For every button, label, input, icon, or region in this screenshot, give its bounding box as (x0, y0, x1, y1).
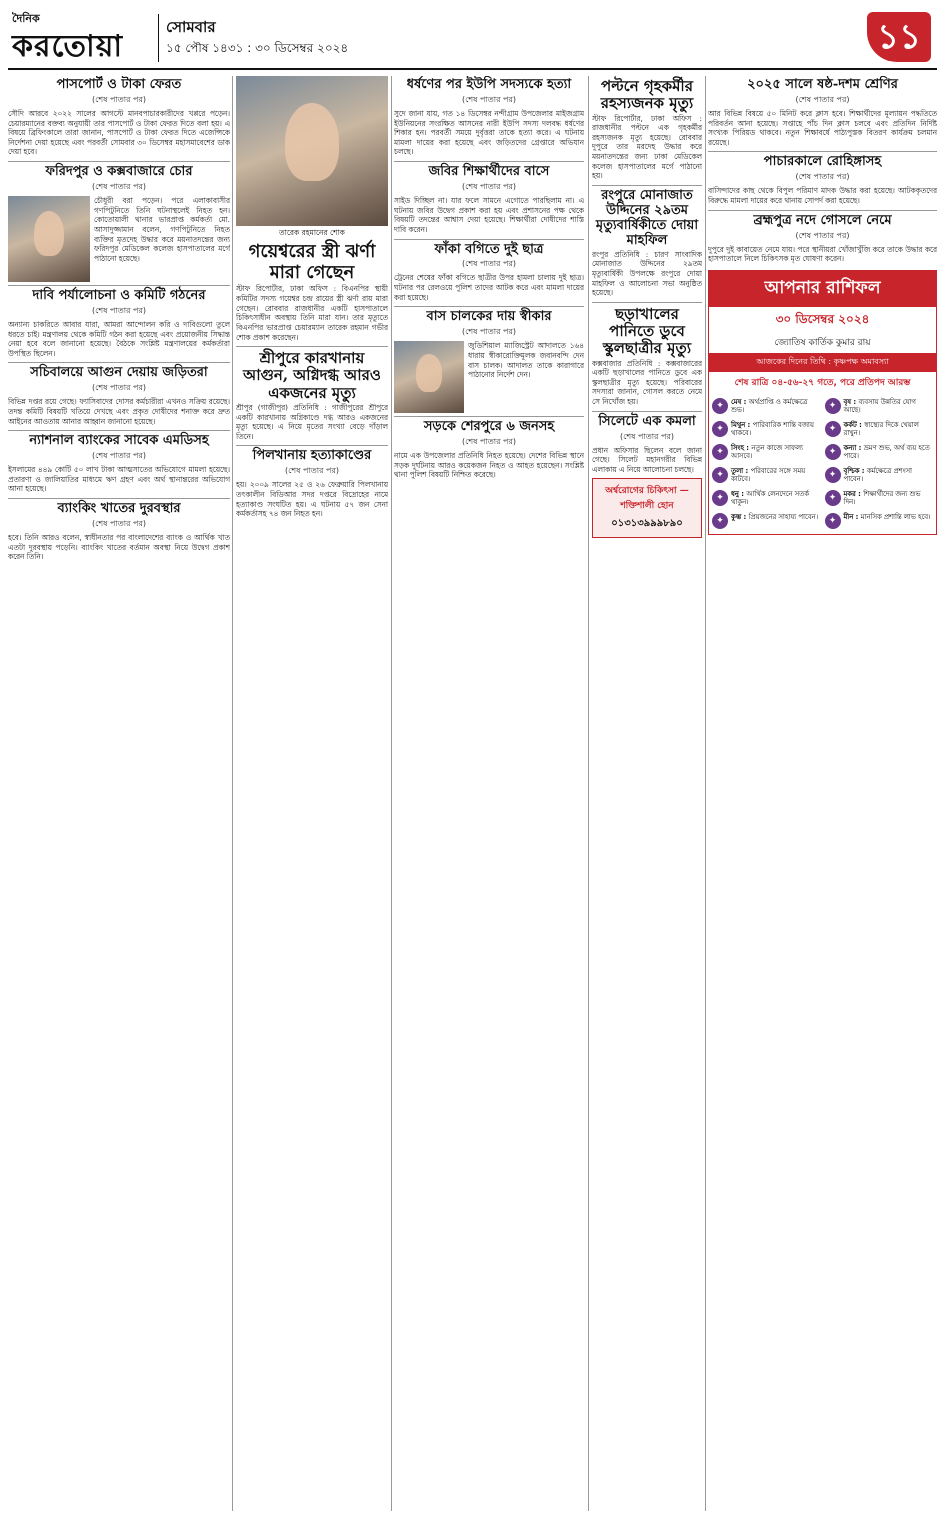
zodiac-sign-text: কুম্ভ : প্রিয়জনের সাহায্য পাবেন। (731, 512, 819, 521)
zodiac-sign-text: মীন : মানসিক প্রশান্তি লাভ হবে। (843, 512, 931, 521)
headline-jharna: গয়েশ্বরের স্ত্রী ঝর্ণা মারা গেছেন (248, 241, 376, 283)
headline-road-sherpur: সড়কে শেরপুরে ৬ জনসহ (423, 419, 555, 435)
ad-text: অর্শ্বরোগের চিকিৎসা — শক্তিশালী হোন (605, 486, 689, 512)
article-up-member-body: সুদে জানা যায়, গত ১৪ ডিসেম্বর নন্দীগ্রাম উপজেলার মাইজগ্রাম ইউনিয়নের সংরক্ষিত আসনের নারী ইউপি সদস্য দলবদ্ধ ধর্ষণের শিকার হন। পরবর্তী সময়ে দুর্বৃত্তরা তাকে হত্যা করে। এ ঘটনায় মামলা দায়ের করা হয়েছে এবং জড়িতদের গ্রেপ্তারে অভিযান চলছে। (394, 108, 584, 157)
zodiac-sign-item (712, 467, 821, 484)
column-rule (705, 76, 706, 1511)
photo-caption: তারেক রহমানের শোক (279, 228, 345, 237)
masthead-divider (158, 14, 159, 62)
divider (8, 362, 230, 363)
zodiac-icon: ✦ (712, 467, 728, 483)
headline-committee: দাবি পর্যালোচনা ও কমিটি গঠনের (32, 288, 206, 303)
divider (394, 306, 584, 307)
logo-prefix: দৈনিক (12, 12, 40, 25)
headline-paltan: পল্টনে গৃহকর্মীর রহস্যজনক মৃত্যু (600, 77, 694, 113)
zodiac-icon: ✦ (825, 513, 841, 529)
divider (592, 411, 702, 412)
article-national-bank-body: ইসলামের ৪৪৯ কোটি ৫০ লাখ টাকা আত্মসাতের অভিযোগে মামলা হয়েছে। প্রতারণা ও জালিয়াতির মাধ্যমে ঋণ গ্রহণ এবং অর্থ স্থানান্তরের অভিযোগ আনা হয়েছে। (8, 465, 230, 494)
driver-photo (394, 341, 464, 413)
article-jabi-body: সাইড দিচ্ছিল না। যার ফলে সামনে এগোতে পারছিলাম না। এ ঘটনায় জবির উদ্বেগ প্রকাশ করা হয় এবং প্রশাসনের পক্ষ থেকে বিষয়টি তদন্তের আশ্বাস দেয়া হয়েছে। শিক্ষার্থীরা দোষীদের শাস্তি দাবি করেন। (394, 196, 584, 234)
article-sylhet-body: প্রধান অফিসার ছিলেন বলে জানা গেছে। সিলেট মহানগরীর বিভিন্ন এলাকায় এ নিয়ে আলোচনা চলছে। (592, 445, 702, 474)
column-5 (708, 76, 937, 1511)
divider (236, 346, 388, 347)
column-rule (588, 76, 589, 1511)
publication-date: ১৫ পৌষ ১৪৩১ : ৩০ ডিসেম্বর ২০২৪ (166, 41, 349, 55)
zodiac-sign-item (712, 421, 821, 438)
zodiac-sign-text: মেষ : অর্থপ্রাপ্তি ও কর্মক্ষেত্রে শুভ। (731, 397, 808, 415)
zodiac-sign-text: ধনু : আর্থিক লেনদেনে সতর্ক থাকুন। (731, 489, 809, 507)
zodiac-sign-item (825, 444, 934, 461)
continued-label: (শেষ পাতার পর) (795, 230, 850, 240)
ad-phone: ০১৩১৩৯৯৯৮৯০ (611, 518, 683, 530)
divider (236, 445, 388, 446)
zodiac-icon: ✦ (712, 444, 728, 460)
horoscope-author: জ্যোতিষ কার্তিক কুমার রায় (774, 337, 871, 348)
divider (708, 151, 937, 152)
zodiac-sign-item (712, 490, 821, 507)
article-paltan-body: স্টাফ রিপোর্টার, ঢাকা অফিস : রাজধানীর পল্টনে এক গৃহকর্মীর রহস্যজনক মৃত্যু হয়েছে। রোববার দুপুরে তার মরদেহ উদ্ধার করে ময়নাতদন্তের জন্য ঢাকা মেডিকেল কলেজ হাসপাতালের মর্গে পাঠানো হয়। (592, 113, 702, 181)
divider (592, 185, 702, 186)
article-secretariat-body: বিভিন্ন দপ্তর রয়ে গেছে। ফ্যাসিবাদের দোসর কর্মচারীরা এখনও সক্রিয় রয়েছে। তদন্ত কমিটি বিষয়টি খতিয়ে দেখছে এবং প্রকৃত দোষীদের শনাক্ত করে দ্রুত আইনের আওতায় আনার আহ্বান জানানো হয়েছে। (8, 397, 230, 426)
article-class-routine-body: আর বিভিন্ন বিষয়ে ৫০ মিনিট করে ক্লাস হবে। শিক্ষার্থীদের মূল্যায়ন পদ্ধতিতে পরিবর্তন আনা হয়েছে। সপ্তাহে পাঁচ দিন ক্লাস চলবে এবং প্রতিদিন নির্দিষ্ট সংখ্যক পিরিয়ড থাকবে। নতুন শিক্ষাবর্ষে পাঠ্যপুস্তক বিতরণ কার্যক্রম চলমান রয়েছে। (708, 108, 937, 147)
horoscope-title: আপনার রাশিফল (709, 271, 936, 307)
horoscope-box (708, 270, 937, 535)
headline-pilkhana: পিলখানায় হত্যাকাণ্ডের (252, 448, 372, 464)
article-committee-body: অন্যান্য চাকরিতে আবার যারা, আমরা আন্দোলন করি ও দাবিগুলো তুলে ধরতে চাই। মন্ত্রণালয় থেকে কমিটি গঠন করা হয়েছে এবং প্রয়োজনীয় সিদ্ধান্ত নেয়া হবে বলে জানানো হয়েছে। বৈঠকে সংশ্লিষ্ট মন্ত্রণালয়ের কর্মকর্তারা উপস্থিত ছিলেন। (8, 319, 230, 358)
zodiac-sign-item (825, 490, 934, 507)
article-passport-body: সৌদি আরবে ২০২২ সালের আগস্টে মানবপাচারকারীদের খপ্পরে পড়েন। চেয়ারম্যানের বক্তব্য অনুযায়ী তার পাসপোর্ট ও টাকা ফেরত দিতে বলা হয়। এ বিষয়ে ব্রিফিংকালে তারা জানান, পাসপোর্ট ও টাকা ফেরত দিতে এজেন্সিকে নির্দেশনা দেয়া হয়েছে এবং পরবর্তী সোমবার ৩০ ডিসেম্বর মহাসমাবেশের ডাক দেয়া হবে। (8, 108, 230, 157)
continued-label: (শেষ পাতার পর) (795, 94, 850, 104)
continued-label: (শেষ পাতার পর) (461, 94, 517, 104)
divider (394, 239, 584, 240)
headline-drowning: ছড়াখালের পানিতে ডুবে স্কুলছাত্রীর মৃত্যু (602, 304, 692, 358)
continued-label: (শেষ পাতার পর) (91, 94, 147, 104)
continued-label: (শেষ পাতার পর) (91, 305, 147, 315)
divider (8, 430, 230, 431)
zodiac-icon: ✦ (712, 490, 728, 506)
tithi-title: আজকের দিনের তিথি : কৃষ্ণপক্ষ অমাবস্যা (709, 353, 936, 372)
headline-banking: ব্যাংকিং খাতের দুরবস্থার (57, 501, 181, 517)
zodiac-icon: ✦ (712, 513, 728, 529)
zodiac-icon: ✦ (825, 421, 841, 437)
zodiac-sign-text: মিথুন : পারিবারিক শান্তি বজায় থাকবে। (731, 420, 814, 438)
headline-sreepur-fire: শ্রীপুরে কারখানায় আগুন, অগ্নিদগ্ধ আরও একজনের মৃত্যু (243, 349, 381, 402)
continued-label: (শেষ পাতার পর) (91, 519, 147, 528)
continued-label: (শেষ পাতার পর) (91, 383, 147, 393)
masthead (8, 6, 937, 70)
article-faridpur-body: চৌধুরী বরা পড়েন। পরে এলাকাবাসীর গণপিটুনিতে তিনি ঘটনাস্থলেই নিহত হন। কোতোয়ালী থানার ভারপ্রাপ্ত কর্মকর্তা মো. আসাদুজ্জামান বলেন, গণপিটুনিতে নিহত ব্যক্তির মৃতদেহ উদ্ধার করে ময়নাতদন্তের জন্য ফরিদপুর মেডিকেল কলেজ হাসপাতালের মর্গে পাঠানো হয়েছে। (94, 196, 230, 263)
article-drowning-body: কক্সবাজার প্রতিনিধি : কক্সবাজারের একটি ছড়াখালের পানিতে ডুবে এক স্কুলছাত্রীর মৃত্যু হয়েছে। পরিবারের সদস্যরা জানান, গোসল করতে নেমে সে নিখোঁজ হয়। (592, 358, 702, 406)
zodiac-sign-item (712, 444, 821, 461)
zodiac-sign-item (825, 467, 934, 484)
headline-passport: পাসপোর্ট ও টাকা ফেরত (56, 77, 182, 92)
headline-sylhet: সিলেটে এক কমলা (598, 413, 696, 429)
zodiac-sign-text: কন্যা : ভ্রমণ শুভ, অর্থ ব্যয় হতে পারে। (843, 443, 930, 461)
victim-photo (8, 196, 90, 282)
continued-label: (শেষ পাতার পর) (619, 431, 675, 441)
article-jharna-body: স্টাফ রিপোর্টার, ঢাকা অফিস : বিএনপির স্থায়ী কমিটির সদস্য গয়েশ্বর চন্দ্র রায়ের স্ত্রী ঝর্ণা রায় মারা গেছেন। রোববার রাজধানীর একটি হাসপাতালে চিকিৎসাধীন অবস্থায় তিনি মারা যান। তার মৃত্যুতে বিএনপির ভারপ্রাপ্ত চেয়ারম্যান তারেক রহমান গভীর শোক প্রকাশ করেছেন। (236, 284, 388, 342)
divider (708, 210, 937, 211)
divider (592, 302, 702, 303)
headline-secretariat: সচিবালয়ে আগুন দেয়ায় জড়িতরা (30, 365, 208, 381)
headline-up-member: ধর্ষণের পর ইউপি সদস্যকে হত্যা (406, 77, 572, 92)
continued-label: (শেষ পাতার পর) (284, 466, 340, 476)
zodiac-sign-text: বৃষ : ব্যবসায় উন্নতির যোগ আছে। (843, 397, 916, 415)
continued-label: (শেষ পাতার পর) (461, 259, 517, 269)
headline-rohingya: পাচারকালে রোহিঙ্গাসহ (763, 154, 882, 170)
continued-label: (শেষ পাতার পর) (91, 451, 147, 461)
zodiac-sign-text: সিংহ : নতুন কাজে সাফল্য আসবে। (731, 443, 803, 461)
zodiac-sign-item (712, 398, 821, 415)
article-monajat-body: রংপুর প্রতিনিধি : চারণ সাংবাদিক মোনাজাত উদ্দিনের ২৯তম মৃত্যুবার্ষিকী উপলক্ষে রংপুরে দোয়া মাহফিল ও আলোচনা সভা অনুষ্ঠিত হয়েছে। (592, 249, 702, 298)
zodiac-icon: ✦ (712, 398, 728, 414)
article-rohingya-body: বাসিন্দাদের কাছ থেকে বিপুল পরিমাণ মাদক উদ্ধার করা হয়েছে। আটককৃতদের বিরুদ্ধে মামলা দায়ের করে থানায় সোপর্দ করা হয়েছে। (708, 186, 937, 205)
divider (394, 416, 584, 417)
continued-label: (শেষ পাতার পর) (461, 182, 517, 191)
zodiac-icon: ✦ (712, 421, 728, 437)
zodiac-icon: ✦ (825, 444, 841, 460)
divider (8, 285, 230, 286)
zodiac-sign-item (712, 513, 821, 529)
zodiac-sign-text: কর্কট : স্বাস্থ্যের দিকে খেয়াল রাখুন। (843, 420, 919, 438)
column-4 (592, 76, 702, 1511)
article-brahmaputra-body: দুপুরে দুই কাবায়েত নেমে যায়। পরে স্থানীয়রা খোঁজাখুঁজি করে তাকে উদ্ধার করে হাসপাতালে নিলে চিকিৎসক মৃত ঘোষণা করেন। (708, 244, 937, 264)
headline-jabi-bus: জবির শিক্ষার্থীদের বাসে (428, 164, 550, 180)
horoscope-date: ৩০ ডিসেম্বর ২০২৪ (775, 311, 870, 326)
column-rule (232, 76, 233, 1511)
column-3 (394, 76, 584, 1511)
zodiac-icon: ✦ (825, 490, 841, 506)
publication-day: সোমবার (166, 18, 216, 36)
headline-monajat: রংপুরে মোনাজাত উদ্দিনের ২৯তম মৃত্যুবার্ষিকীতে দোয়া মাহফিল (595, 187, 699, 248)
zodiac-sign-text: তুলা : পরিবারের সঙ্গে সময় কাটবে। (731, 466, 806, 484)
zodiac-icon: ✦ (825, 398, 841, 414)
headline-brahmaputra: ব্রহ্মপুত্র নদে গোসলে নেমে (753, 212, 892, 228)
newspaper-logo: করতোয়া (12, 29, 124, 64)
continued-label: (শেষ পাতার পর) (461, 327, 517, 337)
zodiac-sign-item (825, 398, 934, 415)
page-number-badge: ১১ (867, 12, 931, 62)
advertisement (592, 478, 702, 538)
zodiac-icon: ✦ (825, 467, 841, 483)
portrait-photo (236, 76, 388, 226)
divider (8, 498, 230, 499)
headline-faridpur: ফরিদপুর ও কক্সবাজারে চোর (45, 164, 193, 180)
continued-label: (শেষ পাতার পর) (461, 437, 517, 447)
tithi-time: শেষ রাত্রি ০৪-৫৬-২৭ গতে, পরে প্রতিপদ আরম্ভ (734, 377, 911, 388)
column-2 (236, 76, 388, 1511)
continued-label: (শেষ পাতার পর) (91, 182, 147, 191)
article-bus-driver-body: জুডিশিয়াল ম্যাজিস্ট্রেট আদালতে ১৬৪ ধারায় স্বীকারোক্তিমূলক জবানবন্দি দেন বাস চালক। আদালত তাকে কারাগারে পাঠানোর নির্দেশ দেন। (468, 341, 584, 380)
headline-class-routine: ২০২৫ সালে ষষ্ঠ-দশম শ্রেণির (747, 77, 898, 92)
zodiac-sign-list (709, 393, 936, 534)
continued-label: (শেষ পাতার পর) (795, 172, 850, 182)
headline-bus-driver: বাস চালকের দায় স্বীকার (426, 309, 552, 325)
zodiac-sign-text: মকর : শিক্ষার্থীদের জন্য শুভ দিন। (843, 489, 921, 507)
zodiac-sign-item (825, 513, 934, 529)
zodiac-sign-item (825, 421, 934, 438)
article-sreepur-body: শ্রীপুর (গাজীপুর) প্রতিনিধি : গাজীপুরের শ্রীপুরে একটি কারখানায় অগ্নিকাণ্ডে দগ্ধ আরও একজনের মৃত্যু হয়েছে। এ নিয়ে মৃতের সংখ্যা বেড়ে দাঁড়াল তিনে। (236, 402, 388, 441)
column-rule (391, 76, 392, 1511)
headline-national-bank: ন্যাশনাল ব্যাংকের সাবেক এমডিসহ (29, 433, 209, 449)
divider (394, 161, 584, 162)
article-pilkhana-body: হয়। ২০০৯ সালের ২৫ ও ২৬ ফেব্রুয়ারি পিলখানায় তৎকালীন বিডিআর সদর দপ্তরে বিদ্রোহের নামে হত্যাকাণ্ড সংঘটিত হয়। এ ঘটনায় ৫৭ জন সেনা কর্মকর্তাসহ ৭৪ জন নিহত হন। (236, 480, 388, 519)
article-road-body: নামে এক উপজেলার প্রতিনিধি নিহত হয়েছে। দেশের বিভিন্ন স্থানে সড়ক দুর্ঘটনায় আরও কয়েকজন নিহত ও আহত হয়েছেন। সংশ্লিষ্ট থানা পুলিশ বিষয়টি নিশ্চিত করেছে। (394, 451, 584, 480)
zodiac-sign-text: বৃশ্চিক : কর্মক্ষেত্রে প্রশংসা পাবেন। (843, 466, 912, 484)
headline-train: ফাঁকা বগিতে দুই ছাত্র (434, 241, 544, 257)
article-banking-body: হবে। তিনি আরও বলেন, স্বাধীনতার পর বাংলাদেশের ব্যাংক ও আর্থিক খাত এতটা দুরবস্থায় পড়েনি। ব্যাংকিং খাতের বর্তমান অবস্থা নিয়ে উদ্বেগ প্রকাশ করেন তিনি। (8, 533, 230, 562)
divider (8, 161, 230, 162)
article-train-body: ট্রেনের শেষের ফাঁকা বগিতে ছাত্রীর উপর হামলা চালায় দুই ছাত্র। ঘটনার পর রেলওয়ে পুলিশ তাদের আটক করে এবং মামলা দায়ের করা হয়েছে। (394, 273, 584, 302)
column-1 (8, 76, 230, 1511)
